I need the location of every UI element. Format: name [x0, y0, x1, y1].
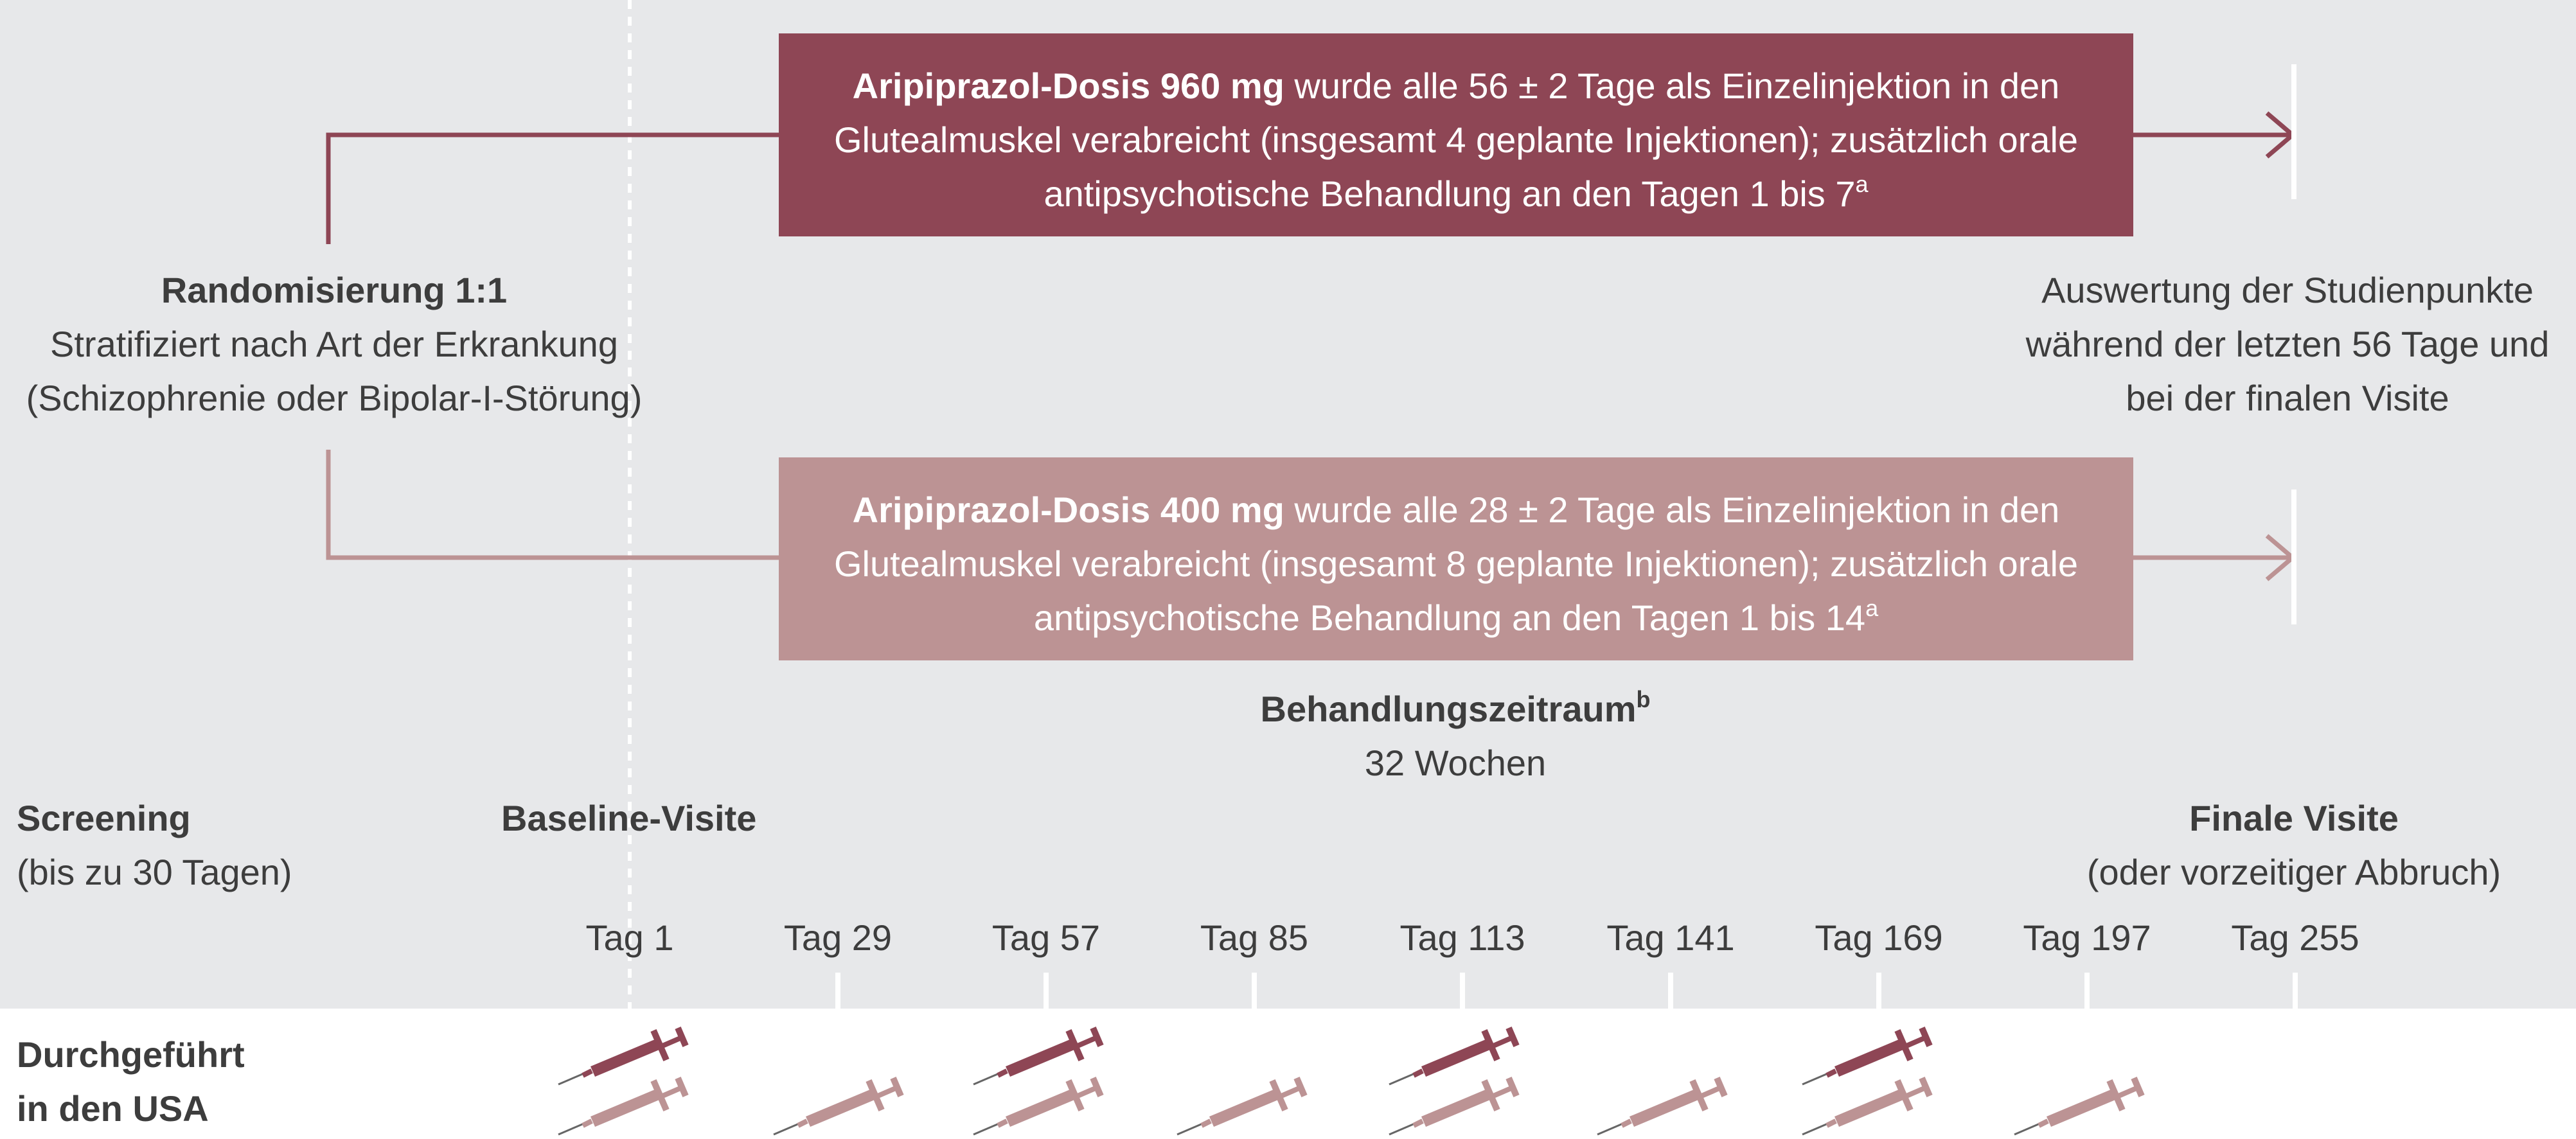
day-label: Tag 85: [1200, 917, 1309, 958]
screening-title: Screening: [17, 798, 191, 838]
final-visit-subtitle: (oder vorzeitiger Abbruch): [2086, 852, 2501, 892]
syringe-low-dose-icon: [1802, 1078, 1930, 1135]
day-label: Tag 29: [783, 917, 893, 958]
arm-400-box: [779, 457, 2133, 660]
day-label: Tag 169: [1815, 917, 1943, 958]
arm-400-line3-text: antipsychotische Behandlung an den Tagen 1 bis 14: [1033, 597, 1866, 638]
day-label: Tag 141: [1606, 917, 1735, 958]
treatment-period-footnote: b: [1636, 686, 1651, 712]
treatment-period-title: [1134, 682, 1777, 736]
day-ticks: [838, 973, 2295, 1009]
day-label: Tag 1: [585, 917, 674, 958]
arm-960-footnote: a: [1855, 171, 1869, 197]
syringe-low-dose-icon: [1177, 1078, 1304, 1135]
arm-960-line3: [779, 167, 2133, 221]
location-line1: Durchgeführt: [17, 1034, 245, 1075]
arm-400-line1: [779, 483, 2133, 537]
randomization-line1: Stratifiziert nach Art der Erkrankung: [50, 324, 618, 364]
syringe-high-dose-icon: [1802, 1028, 1930, 1084]
day-label: Tag 255: [2231, 917, 2359, 958]
day-label: Tag 57: [991, 917, 1101, 958]
randomization-title: Randomisierung 1:1: [161, 270, 508, 310]
arm-400-footnote: a: [1865, 595, 1879, 621]
treatment-period-duration: 32 Wochen: [1364, 743, 1547, 783]
arm-400-line3: [779, 591, 2133, 645]
endpoint-line2: während der letzten 56 Tage und: [2025, 324, 2550, 364]
arm-960-dose: Aripiprazol-Dosis 960 mg: [852, 66, 1284, 106]
location-line2: in den USA: [17, 1088, 209, 1129]
syringe-icons: [558, 1028, 2142, 1135]
final-visit-title: Finale Visite: [2189, 798, 2399, 838]
syringe-high-dose-icon: [1389, 1028, 1516, 1084]
arm-960-line2: Glutealmuskel verabreicht (insgesamt 4 geplante Injektionen); zusätzlich orale: [833, 119, 2079, 160]
arm-400-line2: Glutealmuskel verabreicht (insgesamt 8 geplante Injektionen); zusätzlich orale: [833, 543, 2079, 584]
arm-960-line3-text: antipsychotische Behandlung an den Tagen 1 bis 7: [1044, 173, 1856, 214]
arm-400-dose: Aripiprazol-Dosis 400 mg: [852, 490, 1284, 530]
screening-subtitle: (bis zu 30 Tagen): [17, 852, 292, 892]
arm-400-line1-text: wurde alle 28 ± 2 Tage als Einzelinjektion in den: [1284, 490, 2060, 530]
arm-400-connector: [328, 450, 779, 558]
syringe-low-dose-icon: [2014, 1078, 2142, 1135]
syringe-low-dose-icon: [1597, 1078, 1725, 1135]
day-label: Tag 113: [1399, 917, 1525, 958]
syringe-low-dose-icon: [973, 1078, 1101, 1135]
endpoint-line3: bei der finalen Visite: [2126, 378, 2449, 418]
syringe-high-dose-icon: [558, 1028, 686, 1084]
randomization-line2: (Schizophrenie oder Bipolar-I-Störung): [26, 378, 643, 418]
syringe-low-dose-icon: [774, 1078, 901, 1135]
arm-960-line1: [779, 59, 2133, 113]
arm-960-line1-text: wurde alle 56 ± 2 Tage als Einzelinjektion in den: [1284, 66, 2060, 106]
syringe-high-dose-icon: [973, 1028, 1101, 1084]
treatment-period-title-text: Behandlungszeitraum: [1260, 689, 1637, 729]
syringe-low-dose-icon: [558, 1078, 686, 1135]
baseline-title: Baseline-Visite: [501, 798, 757, 838]
day-label: Tag 197: [2023, 917, 2151, 958]
syringe-low-dose-icon: [1389, 1078, 1516, 1135]
arm-960-box: [779, 33, 2133, 236]
arm-960-connector: [328, 135, 779, 244]
endpoint-line1: Auswertung der Studienpunkte: [2041, 270, 2534, 310]
